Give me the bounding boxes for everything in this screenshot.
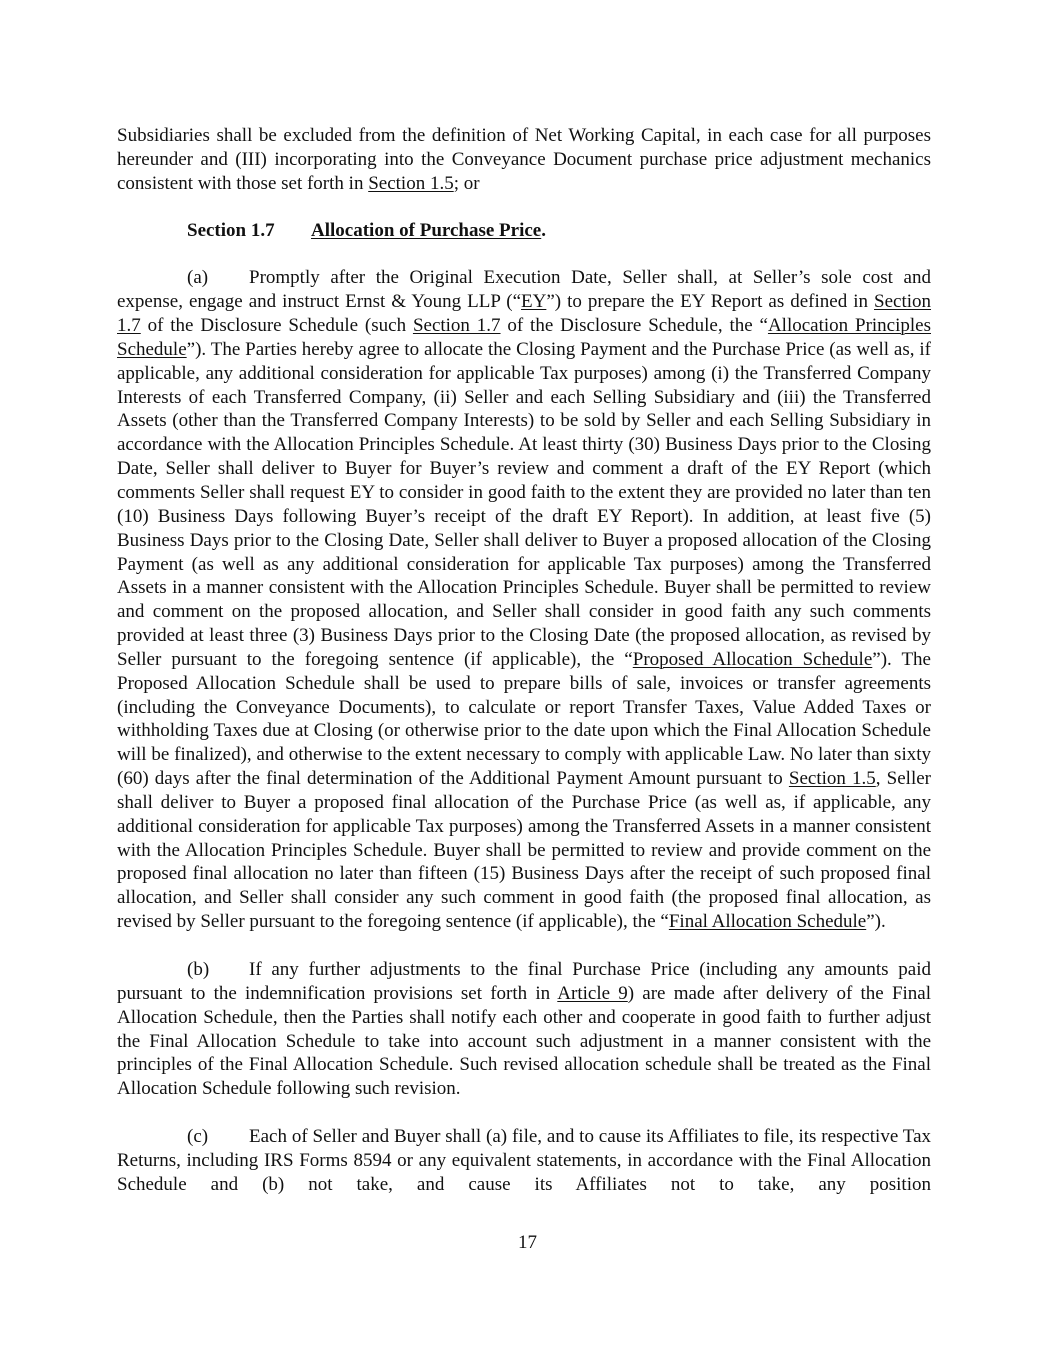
paragraph-c: (c) Each of Seller and Buyer shall (a) file, and to cause its Affiliates to file, its respective Tax Returns, including IRS Forms 8594 or any equivalent statements, in accordance with the Final Allocation Schedule and (b) not take, and cause its Affiliates not to take, any position: [117, 1126, 931, 1195]
paragraph-c-label: (c): [187, 1126, 209, 1148]
defined-term-allocation-principles-schedule: Allocation Principles Schedule: [117, 315, 931, 360]
section-number: Section 1.7: [187, 219, 275, 241]
page-number: 17: [518, 1232, 537, 1253]
section-1-7-reference: Section 1.7: [117, 291, 932, 337]
paragraph-a-label: (a): [187, 267, 209, 289]
section-heading: Section 1.7 Allocation of Purchase Price.: [187, 219, 546, 241]
defined-term-proposed-allocation-schedule: Proposed Allocation Schedule: [632, 648, 873, 670]
section-1-7-reference: Section 1.7: [412, 315, 501, 337]
article-9-reference: Article 9: [557, 982, 628, 1004]
defined-term-final-allocation-schedule: Final Allocation Schedule: [668, 911, 867, 933]
section-1-5-reference: Section 1.5: [788, 768, 876, 790]
paragraph-b: (b) If any further adjustments to the final Purchase Price (including any amounts paid pursuant to the indemnification provisions set forth in Article 9) are made after delivery of the Final Allocation Schedule, then the Parties shall notify each other and cooperate in good faith to further adjust the Final Allocation Schedule to take into account such adjustment in a manner consistent with the principles of the Final Allocation Schedule. Such revised allocation schedule shall be treated as the Final Allocation Schedule following such revision.: [117, 959, 931, 1100]
paragraph-b-label: (b): [187, 959, 210, 980]
section-1-5-reference: Section 1.5: [368, 172, 454, 194]
defined-term-ey: EY: [521, 291, 547, 313]
intro-paragraph: Subsidiaries shall be excluded from the definition of Net Working Capital, in each case for all purposes hereunder and (III) incorporating into the Conveyance Document purchase price adjustment mechanics consistent with those set forth in Section 1.5; or: [117, 125, 931, 194]
paragraph-a: (a) Promptly after the Original Execution Date, Seller shall, at Seller’s sole cost and expense, engage and instruct Ernst & Young LLP (“EY”) to prepare the EY Report as defined in Section 1.7 of the Disclosure Schedule (such Section 1.7 of the Disclosure Schedule, the “Allocation Principles Schedule”). The Parties hereby agree to allocate the Closing Payment and the Purchase Price (as well as, if applicable, any additional consideration for applicable Tax purposes) among (i) the Transferred Company Interests of each Transferred Company, (ii) Seller and each Selling Subsidiary and (iii) the Transferred Assets (other than the Transferred Company Interests) to be sold by Seller and each Selling Subsidiary in accordance with the Allocation Principles Schedule. At least thirty (30) Business Days prior to the Closing Date, Seller shall deliver to Buyer for Buyer’s review and comment a draft of the EY Report (which comments Seller shall request EY to consider in good faith to the extent they are provided no later than ten (10) Business Days following Buyer’s receipt of the draft EY Report). In addition, at least five (5) Business Days prior to the Closing Date, Seller shall deliver to Buyer a proposed allocation of the Closing Payment (as well as any additional consideration for applicable Tax purposes) among the Transferred Assets in a manner consistent with the Allocation Principles Schedule. Buyer shall be permitted to review and comment on the proposed allocation, and Seller shall consider in good faith any such comments provided at least three (3) Business Days prior to the Closing Date (the proposed allocation, as revised by Seller pursuant to the foregoing sentence (if applicable), the “Proposed Allocation Schedule”). The Proposed Allocation Schedule shall be used to prepare bills of sale, invoices or transfer agreements (including the Conveyance Documents), to calculate or report Transfer Taxes, Value Added Taxes or withholding Taxes due at Closing (or otherwise prior to the date upon which the Final Allocation Schedule will be finalized), and otherwise to the extent necessary to comply with applicable Law. No later than sixty (60) days after the final determination of the Additional Payment Amount pursuant to Section 1.5, Seller shall deliver to Buyer a proposed final allocation of the Purchase Price (as well as, if applicable, any additional consideration for applicable Tax purposes) among the Transferred Assets in a manner consistent with the Allocation Principles Schedule. Buyer shall be permitted to review and provide comment on the proposed final allocation no later than fifteen (15) Business Days after the receipt of such proposed final allocation, and Seller shall consider any such comment in good faith (the proposed final allocation, as revised by Seller pursuant to the foregoing sentence (if applicable), the “Final Allocation Schedule”).: [117, 267, 932, 933]
document-page: [117, 124, 931, 1197]
section-title: Allocation of Purchase Price: [311, 219, 542, 241]
